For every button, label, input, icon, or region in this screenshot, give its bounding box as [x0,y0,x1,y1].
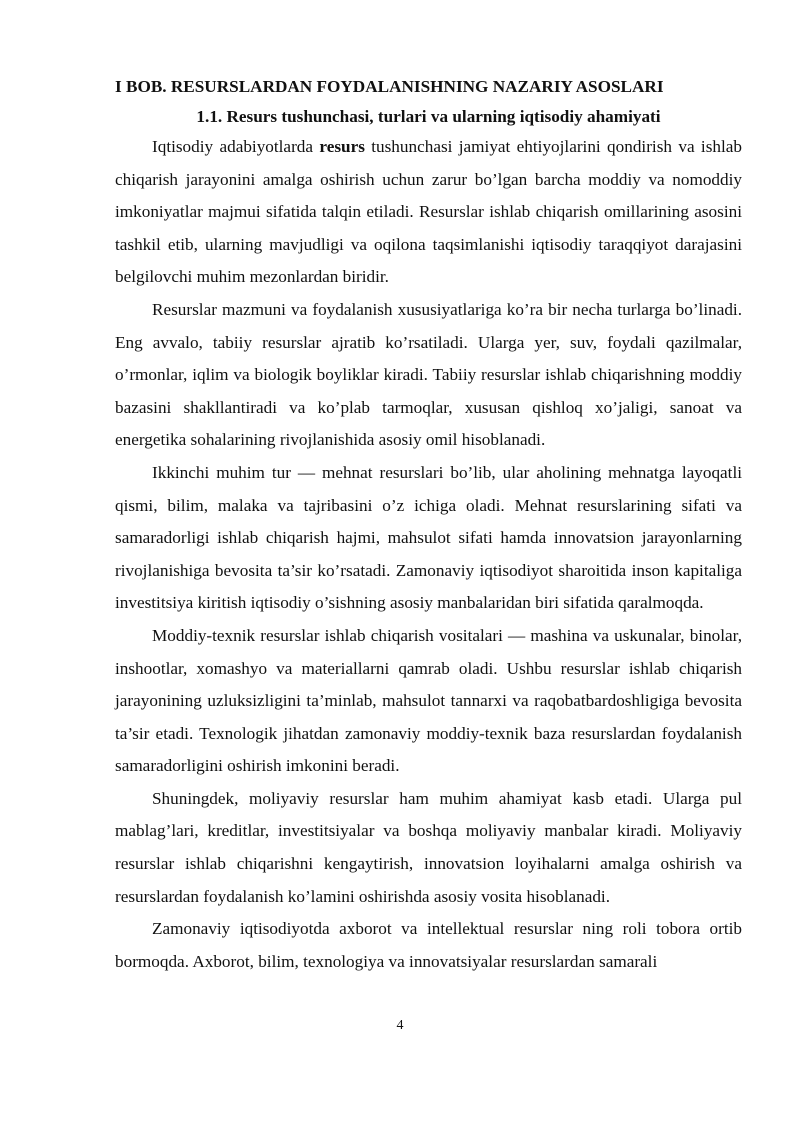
paragraph-1-rest: tushunchasi jamiyat ehtiyojlarini qondirish va ishlab chiqarish jarayonini amalga oshirish uchun zarur bo’lgan barcha moddiy va nomoddiy imkoniyatlar majmui sifatida talqin etiladi. Resurslar ishlab chiqarish omillarining asosini tashkil etib, ularning mavjudligi va oqilona taqsimlanishi iqtisodiy taraqqiyot darajasini belgilovchi muhim mezonlardan biridir. [115,137,742,287]
paragraph-1 [115,131,742,294]
page-number: 4 [396,1018,404,1033]
paragraph-4: Moddiy-texnik resurslar ishlab chiqarish vositalari — mashina va uskunalar, binolar, inshootlar, xomashyo va materiallarni qamrab oladi. Ushbu resurslar ishlab chiqarish jarayonining uzluksizligini ta’minlab, mahsulot tannarxi va raqobatbardoshligiga bevosita ta’sir etadi. Texnologik jihatdan zamonaviy moddiy-texnik baza resurslardan foydalanish samaradorligini oshirish imkonini beradi. [115,625,742,776]
paragraph-5: Shuningdek, moliyaviy resurslar ham muhim ahamiyat kasb etadi. Ularga pul mablag’lari, kreditlar, investitsiyalar va boshqa moliyaviy manbalar kiradi. Moliyaviy resurslar ishlab chiqarishni kengaytirish, innovatsion loyihalarni amalga oshirish va resurslardan foydalanish ko’lamini oshirishda asosiy vosita hisoblanadi. [115,788,742,906]
paragraph-3: Ikkinchi muhim tur — mehnat resurslari bo’lib, ular aholining mehnatga layoqatli qismi, bilim, malaka va tajribasini o’z ichiga oladi. Mehnat resurslarining sifati va samaradorligi ishlab chiqarish hajmi, mahsulot sifati hamda innovatsion jarayonlarning rivojlanishiga bevosita ta’sir ko’rsatadi. Zamonaviy iqtisodiyot sharoitida inson kapitaliga investitsiya kiritish iqtisodiy o’sishning asosiy manbalaridan biri sifatida qaralmoqda. [115,462,742,613]
chapter-title: I BOB. RESURSLARDAN FOYDALANISHNING NAZARIY ASOSLARI [115,77,664,96]
paragraph-6: Zamonaviy iqtisodiyotda axborot va intellektual resurslar ning roli tobora ortib bormoqda. Axborot, bilim, texnologiya va innovatsiyalar resurslardan samarali [115,919,742,971]
page-content [115,74,742,978]
paragraph-2: Resurslar mazmuni va foydalanish xususiyatlariga ko’ra bir necha turlarga bo’linadi. Eng avvalo, tabiiy resurslar ajratib ko’rsatiladi. Ularga yer, suv, foydali qazilmalar, o’rmonlar, iqlim va biologik boyliklar kiradi. Tabiiy resurslar ishlab chiqarishning moddiy bazasini shakllantiradi va ko’plab tarmoqlar, xususan qishloq xo’jaligi, sanoat va energetika sohalarining rivojlanishida asosiy omil hisoblanadi. [115,299,742,450]
term-resurs: resurs [319,137,365,156]
paragraph-1-lead: Iqtisodiy adabiyotlarda [152,137,320,156]
section-title: 1.1. Resurs tushunchasi, turlari va ularning iqtisodiy ahamiyati [196,107,661,126]
